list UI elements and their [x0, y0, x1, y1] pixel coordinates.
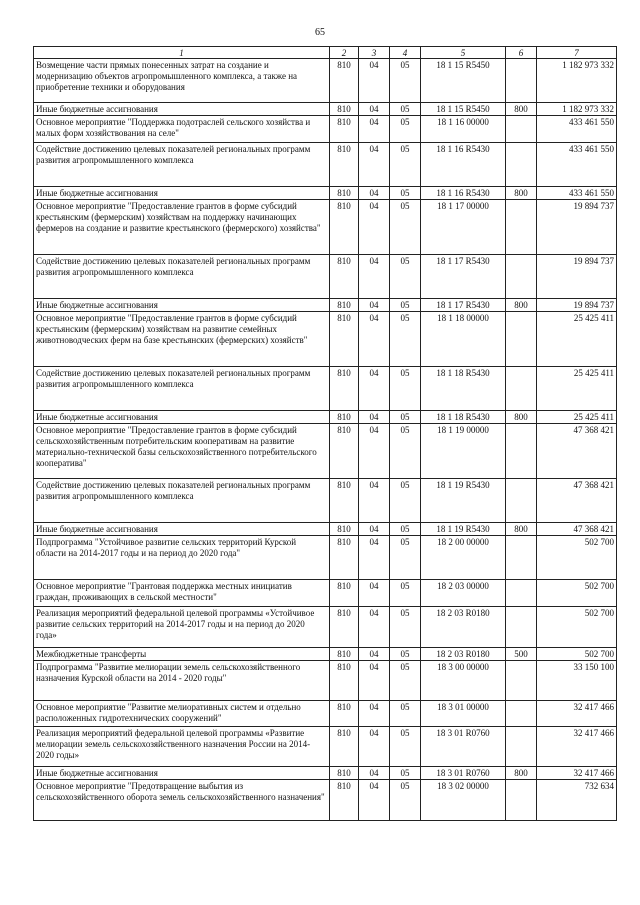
amount-cell: 502 700: [537, 580, 617, 607]
amount-cell: 732 634: [537, 780, 617, 821]
section-code-cell: 04: [359, 116, 390, 143]
target-article-cell: 18 2 03 00000: [421, 580, 506, 607]
expense-type-cell: 500: [506, 648, 537, 661]
table-row: [34, 187, 617, 200]
row-name-cell: Содействие достижению целевых показателей региональных программ развития агропромышленного комплекса: [34, 143, 330, 187]
target-article-cell: 18 3 00 00000: [421, 661, 506, 701]
admin-code-cell: 810: [330, 187, 359, 200]
section-code-cell: 04: [359, 411, 390, 424]
table-row: [34, 103, 617, 116]
table-row: [34, 607, 617, 648]
table-row: [34, 523, 617, 536]
table-header-row: [34, 47, 617, 59]
header-cell: 7: [537, 47, 617, 59]
subsection-code-cell: 05: [390, 780, 421, 821]
header-cell: 2: [330, 47, 359, 59]
expense-type-cell: [506, 116, 537, 143]
section-code-cell: 04: [359, 424, 390, 479]
section-code-cell: 04: [359, 187, 390, 200]
expense-type-cell: [506, 200, 537, 255]
table-row: [34, 367, 617, 411]
row-name-cell: Подпрограмма "Устойчивое развитие сельских территорий Курской области на 2014-2017 годы и на период до 2020 года": [34, 536, 330, 580]
header-cell: 1: [34, 47, 330, 59]
target-article-cell: 18 1 17 R5430: [421, 299, 506, 312]
row-name-cell: Содействие достижению целевых показателей региональных программ развития агропромышленного комплекса: [34, 255, 330, 299]
amount-cell: 19 894 737: [537, 255, 617, 299]
admin-code-cell: 810: [330, 767, 359, 780]
row-name-cell: Иные бюджетные ассигнования: [34, 411, 330, 424]
section-code-cell: 04: [359, 580, 390, 607]
amount-cell: 502 700: [537, 648, 617, 661]
subsection-code-cell: 05: [390, 523, 421, 536]
expense-type-cell: [506, 607, 537, 648]
amount-cell: 433 461 550: [537, 116, 617, 143]
target-article-cell: 18 2 03 R0180: [421, 607, 506, 648]
admin-code-cell: 810: [330, 661, 359, 701]
amount-cell: 25 425 411: [537, 367, 617, 411]
row-name-cell: Иные бюджетные ассигнования: [34, 187, 330, 200]
subsection-code-cell: 05: [390, 103, 421, 116]
target-article-cell: 18 2 03 R0180: [421, 648, 506, 661]
row-name-cell: Иные бюджетные ассигнования: [34, 767, 330, 780]
subsection-code-cell: 05: [390, 200, 421, 255]
expense-type-cell: [506, 727, 537, 767]
section-code-cell: 04: [359, 143, 390, 187]
section-code-cell: 04: [359, 523, 390, 536]
target-article-cell: 18 1 16 R5430: [421, 143, 506, 187]
amount-cell: 433 461 550: [537, 187, 617, 200]
expense-type-cell: 800: [506, 187, 537, 200]
table-row: [34, 59, 617, 103]
expense-type-cell: 800: [506, 767, 537, 780]
expense-type-cell: [506, 367, 537, 411]
section-code-cell: 04: [359, 661, 390, 701]
table-row: [34, 255, 617, 299]
target-article-cell: 18 3 01 R0760: [421, 767, 506, 780]
section-code-cell: 04: [359, 536, 390, 580]
table-row: [34, 661, 617, 701]
expense-type-cell: [506, 59, 537, 103]
table-row: [34, 780, 617, 821]
row-name-cell: Основное мероприятие "Грантовая поддержка местных инициатив граждан, проживающих в сельской местности": [34, 580, 330, 607]
admin-code-cell: 810: [330, 701, 359, 727]
row-name-cell: Основное мероприятие "Поддержка подотраслей сельского хозяйства и малых форм хозяйствования на селе": [34, 116, 330, 143]
section-code-cell: 04: [359, 767, 390, 780]
section-code-cell: 04: [359, 312, 390, 367]
amount-cell: 25 425 411: [537, 312, 617, 367]
section-code-cell: 04: [359, 200, 390, 255]
table-row: [34, 143, 617, 187]
table-row: [34, 200, 617, 255]
admin-code-cell: 810: [330, 411, 359, 424]
table-row: [34, 116, 617, 143]
subsection-code-cell: 05: [390, 479, 421, 523]
amount-cell: 32 417 466: [537, 727, 617, 767]
table-row: [34, 424, 617, 479]
expense-type-cell: [506, 701, 537, 727]
row-name-cell: Возмещение части прямых понесенных затрат на создание и модернизацию объектов агропромышленного комплекса, а также на приобретение техники и оборудования: [34, 59, 330, 103]
row-name-cell: Основное мероприятие "Предоставление грантов в форме субсидий крестьянским (фермерским) хозяйствам на поддержку начинающих фермеров на создание и развитие крестьянского (фермерского) хозяйства": [34, 200, 330, 255]
subsection-code-cell: 05: [390, 661, 421, 701]
admin-code-cell: 810: [330, 255, 359, 299]
expense-type-cell: [506, 479, 537, 523]
target-article-cell: 18 1 19 00000: [421, 424, 506, 479]
row-name-cell: Реализация мероприятий федеральной целевой программы «Устойчивое развитие сельских территорий на 2014-2017 годы и на период до 2020 года»: [34, 607, 330, 648]
target-article-cell: 18 3 01 R0760: [421, 727, 506, 767]
target-article-cell: 18 1 19 R5430: [421, 523, 506, 536]
expense-type-cell: [506, 580, 537, 607]
admin-code-cell: 810: [330, 116, 359, 143]
section-code-cell: 04: [359, 479, 390, 523]
admin-code-cell: 810: [330, 424, 359, 479]
subsection-code-cell: 05: [390, 187, 421, 200]
target-article-cell: 18 1 16 00000: [421, 116, 506, 143]
section-code-cell: 04: [359, 255, 390, 299]
expense-type-cell: 800: [506, 411, 537, 424]
amount-cell: 47 368 421: [537, 523, 617, 536]
amount-cell: 19 894 737: [537, 200, 617, 255]
subsection-code-cell: 05: [390, 701, 421, 727]
admin-code-cell: 810: [330, 143, 359, 187]
subsection-code-cell: 05: [390, 727, 421, 767]
subsection-code-cell: 05: [390, 143, 421, 187]
section-code-cell: 04: [359, 59, 390, 103]
row-name-cell: Основное мероприятие "Предоставление грантов в форме субсидий сельскохозяйственным потребительским кооперативам на развитие материально-технической базы сельскохозяйственного потребительского кооператива": [34, 424, 330, 479]
admin-code-cell: 810: [330, 780, 359, 821]
row-name-cell: Основное мероприятие "Развитие мелиоративных систем и отдельно расположенных гидротехнических сооружений": [34, 701, 330, 727]
expense-type-cell: [506, 255, 537, 299]
admin-code-cell: 810: [330, 367, 359, 411]
amount-cell: 502 700: [537, 536, 617, 580]
page-number: 65: [315, 27, 325, 38]
subsection-code-cell: 05: [390, 367, 421, 411]
section-code-cell: 04: [359, 103, 390, 116]
budget-table: [33, 46, 617, 821]
section-code-cell: 04: [359, 701, 390, 727]
table-row: [34, 312, 617, 367]
subsection-code-cell: 05: [390, 648, 421, 661]
target-article-cell: 18 1 18 R5430: [421, 367, 506, 411]
admin-code-cell: 810: [330, 312, 359, 367]
admin-code-cell: 810: [330, 727, 359, 767]
subsection-code-cell: 05: [390, 59, 421, 103]
table-row: [34, 648, 617, 661]
row-name-cell: Иные бюджетные ассигнования: [34, 299, 330, 312]
amount-cell: 47 368 421: [537, 424, 617, 479]
header-cell: 6: [506, 47, 537, 59]
header-cell: 3: [359, 47, 390, 59]
amount-cell: 433 461 550: [537, 143, 617, 187]
target-article-cell: 18 1 18 R5430: [421, 411, 506, 424]
admin-code-cell: 810: [330, 299, 359, 312]
target-article-cell: 18 1 15 R5450: [421, 103, 506, 116]
section-code-cell: 04: [359, 727, 390, 767]
amount-cell: 32 417 466: [537, 767, 617, 780]
subsection-code-cell: 05: [390, 255, 421, 299]
target-article-cell: 18 3 02 00000: [421, 780, 506, 821]
amount-cell: 502 700: [537, 607, 617, 648]
section-code-cell: 04: [359, 367, 390, 411]
subsection-code-cell: 05: [390, 580, 421, 607]
target-article-cell: 18 1 18 00000: [421, 312, 506, 367]
row-name-cell: Реализация мероприятий федеральной целевой программы «Развитие мелиорации земель сельскохозяйственного назначения России на 2014-2020 годы»: [34, 727, 330, 767]
subsection-code-cell: 05: [390, 607, 421, 648]
subsection-code-cell: 05: [390, 424, 421, 479]
table-row: [34, 479, 617, 523]
expense-type-cell: [506, 312, 537, 367]
table-row: [34, 299, 617, 312]
row-name-cell: Содействие достижению целевых показателей региональных программ развития агропромышленного комплекса: [34, 367, 330, 411]
section-code-cell: 04: [359, 607, 390, 648]
expense-type-cell: [506, 661, 537, 701]
subsection-code-cell: 05: [390, 116, 421, 143]
admin-code-cell: 810: [330, 479, 359, 523]
table-row: [34, 701, 617, 727]
target-article-cell: 18 1 17 R5430: [421, 255, 506, 299]
row-name-cell: Основное мероприятие "Предотвращение выбытия из сельскохозяйственного оборота земель сельскохозяйственного назначения": [34, 780, 330, 821]
section-code-cell: 04: [359, 299, 390, 312]
amount-cell: 1 182 973 332: [537, 59, 617, 103]
amount-cell: 19 894 737: [537, 299, 617, 312]
table-row: [34, 580, 617, 607]
expense-type-cell: 800: [506, 103, 537, 116]
subsection-code-cell: 05: [390, 411, 421, 424]
admin-code-cell: 810: [330, 648, 359, 661]
admin-code-cell: 810: [330, 103, 359, 116]
amount-cell: 33 150 100: [537, 661, 617, 701]
row-name-cell: Иные бюджетные ассигнования: [34, 103, 330, 116]
admin-code-cell: 810: [330, 536, 359, 580]
expense-type-cell: [506, 780, 537, 821]
target-article-cell: 18 1 19 R5430: [421, 479, 506, 523]
target-article-cell: 18 1 15 R5450: [421, 59, 506, 103]
expense-type-cell: 800: [506, 523, 537, 536]
admin-code-cell: 810: [330, 523, 359, 536]
amount-cell: 32 417 466: [537, 701, 617, 727]
row-name-cell: Подпрограмма "Развитие мелиорации земель сельскохозяйственного назначения Курской области на 2014 - 2020 годы": [34, 661, 330, 701]
admin-code-cell: 810: [330, 59, 359, 103]
target-article-cell: 18 3 01 00000: [421, 701, 506, 727]
section-code-cell: 04: [359, 780, 390, 821]
expense-type-cell: [506, 424, 537, 479]
target-article-cell: 18 2 00 00000: [421, 536, 506, 580]
table-row: [34, 767, 617, 780]
row-name-cell: Межбюджетные трансферты: [34, 648, 330, 661]
subsection-code-cell: 05: [390, 299, 421, 312]
subsection-code-cell: 05: [390, 312, 421, 367]
amount-cell: 47 368 421: [537, 479, 617, 523]
row-name-cell: Содействие достижению целевых показателей региональных программ развития агропромышленного комплекса: [34, 479, 330, 523]
admin-code-cell: 810: [330, 580, 359, 607]
target-article-cell: 18 1 17 00000: [421, 200, 506, 255]
admin-code-cell: 810: [330, 607, 359, 648]
table-row: [34, 536, 617, 580]
section-code-cell: 04: [359, 648, 390, 661]
amount-cell: 1 182 973 332: [537, 103, 617, 116]
expense-type-cell: [506, 536, 537, 580]
header-cell: 4: [390, 47, 421, 59]
table-row: [34, 727, 617, 767]
expense-type-cell: 800: [506, 299, 537, 312]
row-name-cell: Основное мероприятие "Предоставление грантов в форме субсидий крестьянским (фермерским) хозяйствам на развитие семейных животноводческих ферм на базе крестьянских (фермерских) хозяйств": [34, 312, 330, 367]
header-cell: 5: [421, 47, 506, 59]
subsection-code-cell: 05: [390, 767, 421, 780]
subsection-code-cell: 05: [390, 536, 421, 580]
target-article-cell: 18 1 16 R5430: [421, 187, 506, 200]
table-row: [34, 411, 617, 424]
row-name-cell: Иные бюджетные ассигнования: [34, 523, 330, 536]
admin-code-cell: 810: [330, 200, 359, 255]
expense-type-cell: [506, 143, 537, 187]
amount-cell: 25 425 411: [537, 411, 617, 424]
